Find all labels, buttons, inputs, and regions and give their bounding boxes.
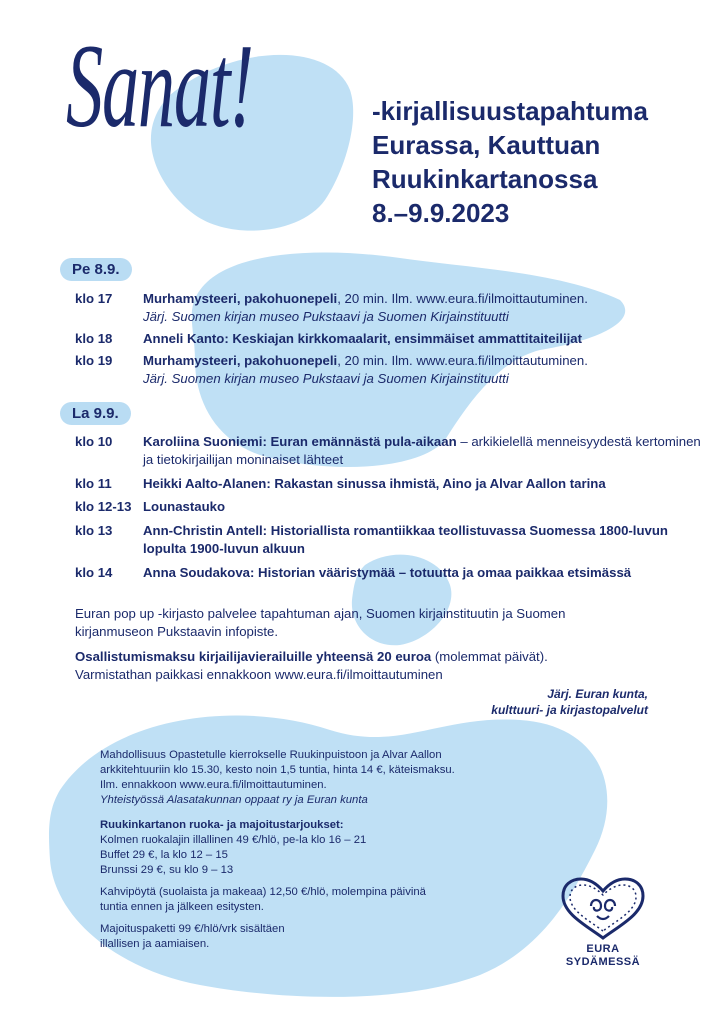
event-title: Sanat! — [66, 19, 253, 152]
fee-rest: (molemmat päivät). — [431, 649, 548, 664]
menu-line: Kolmen ruokalajin illallinen 49 €/hlö, pe-la klo 16 – 21 — [100, 834, 367, 846]
event-title: Murhamysteeri, pakohuonepeli — [143, 353, 338, 368]
organizer-line: Järj. Euran kunta, — [547, 687, 648, 701]
heart-icon — [557, 876, 649, 942]
guided-tour-info — [100, 748, 530, 808]
coffee-info — [100, 885, 530, 915]
day-label-saturday: La 9.9. — [60, 402, 131, 425]
tour-line: Ilm. ennakkoon www.eura.fi/ilmoittautuminen. — [100, 779, 327, 791]
event-description — [143, 290, 718, 326]
offers-info — [100, 818, 530, 878]
menu-line: Brunssi 29 €, su klo 9 – 13 — [100, 864, 234, 876]
offers-heading: Ruukinkartanon ruoka- ja majoitustarjoukset: — [100, 819, 344, 831]
subtitle-line: Eurassa, Kauttuan — [372, 130, 601, 160]
event-time: klo 10 — [75, 434, 113, 449]
day-label-friday: Pe 8.9. — [60, 258, 132, 281]
event-text: , 20 min. Ilm. www.eura.fi/ilmoittautuminen. — [337, 291, 588, 306]
event-title: Lounastauko — [143, 499, 226, 514]
event-time: klo 11 — [75, 476, 112, 491]
event-time: klo 12-13 — [75, 499, 132, 514]
event-description — [143, 475, 718, 493]
event-title: Anneli Kanto: Keskiajan kirkkomaalarit, ensimmäiset ammattitaiteilijat — [143, 331, 583, 346]
event-text: , 20 min. Ilm. www.eura.fi/ilmoittautuminen. — [337, 353, 588, 368]
event-description — [143, 564, 683, 582]
fee-info — [75, 648, 655, 684]
event-text: – arkikielellä menneisyydestä kertominen ja tietokirjailijan moninaiset lähteet — [143, 434, 701, 467]
subtitle-date: 8.–9.9.2023 — [372, 198, 510, 228]
event-note: Järj. Suomen kirjan museo Pukstaavi ja Suomen Kirjainstituutti — [143, 371, 509, 386]
event-subtitle — [372, 94, 648, 230]
stay-line: illallisen ja aamiaisen. — [100, 938, 210, 950]
event-time: klo 17 — [75, 291, 113, 306]
menu-line: Buffet 29 €, la klo 12 – 15 — [100, 849, 228, 861]
event-time: klo 18 — [75, 331, 113, 346]
event-title: Ann-Christin Antell: Historiallista romantiikkaa teollistuvassa Suomessa 1800-luvun lopulta 1900-luvun alkuun — [143, 523, 668, 556]
tour-note: Yhteistyössä Alasatakunnan oppaat ry ja Euran kunta — [100, 794, 368, 806]
fee-bold: Osallistumismaksu kirjailijavierailuille yhteensä 20 euroa — [75, 649, 432, 664]
logo-text — [550, 943, 656, 969]
organizer-line: kulttuuri- ja kirjastopalvelut — [491, 703, 648, 717]
subtitle-line: -kirjallisuustapahtuma — [372, 96, 648, 126]
event-description — [143, 498, 718, 516]
logo-line: EURA — [586, 943, 620, 955]
event-description — [143, 433, 703, 469]
event-title: Heikki Aalto-Alanen: Rakastan sinussa ihmistä, Aino ja Alvar Aallon tarina — [143, 476, 606, 491]
event-description — [143, 330, 718, 348]
coffee-line: tuntia ennen ja jälkeen esitysten. — [100, 901, 264, 913]
event-description — [143, 522, 703, 558]
tour-line: Mahdollisuus Opastetulle kierrokselle Ruukinpuistoon ja Alvar Aallon — [100, 749, 442, 761]
event-title: Murhamysteeri, pakohuonepeli — [143, 291, 338, 306]
event-note: Järj. Suomen kirjan museo Pukstaavi ja Suomen Kirjainstituutti — [143, 309, 509, 324]
subtitle-line: Ruukinkartanossa — [372, 164, 598, 194]
event-title: Karoliina Suoniemi: Euran emännästä pula-aikaan — [143, 434, 457, 449]
popup-library-info: Euran pop up -kirjasto palvelee tapahtuman ajan, Suomen kirjainstituutin ja Suomen kirjanmuseon Pukstaavin infopiste. — [75, 606, 566, 639]
event-time: klo 13 — [75, 523, 113, 538]
tour-line: arkkitehtuuriin klo 15.30, kesto noin 1,5 tuntia, hinta 14 €, käteismaksu. — [100, 764, 455, 776]
accommodation-info — [100, 922, 530, 952]
reserve-info: Varmistathan paikkasi ennakkoon www.eura.fi/ilmoittautuminen — [75, 667, 443, 682]
event-time: klo 19 — [75, 353, 113, 368]
event-time: klo 14 — [75, 565, 113, 580]
logo-line: SYDÄMESSÄ — [565, 956, 641, 968]
event-description — [143, 352, 718, 388]
coffee-line: Kahvipöytä (suolaista ja makeaa) 12,50 €/hlö, molempina päivinä — [100, 886, 426, 898]
event-title: Anna Soudakova: Historian vääristymää – totuutta ja omaa paikkaa etsimässä — [143, 565, 632, 580]
stay-line: Majoituspaketti 99 €/hlö/vrk sisältäen — [100, 923, 285, 935]
organizer-signature — [491, 686, 648, 718]
